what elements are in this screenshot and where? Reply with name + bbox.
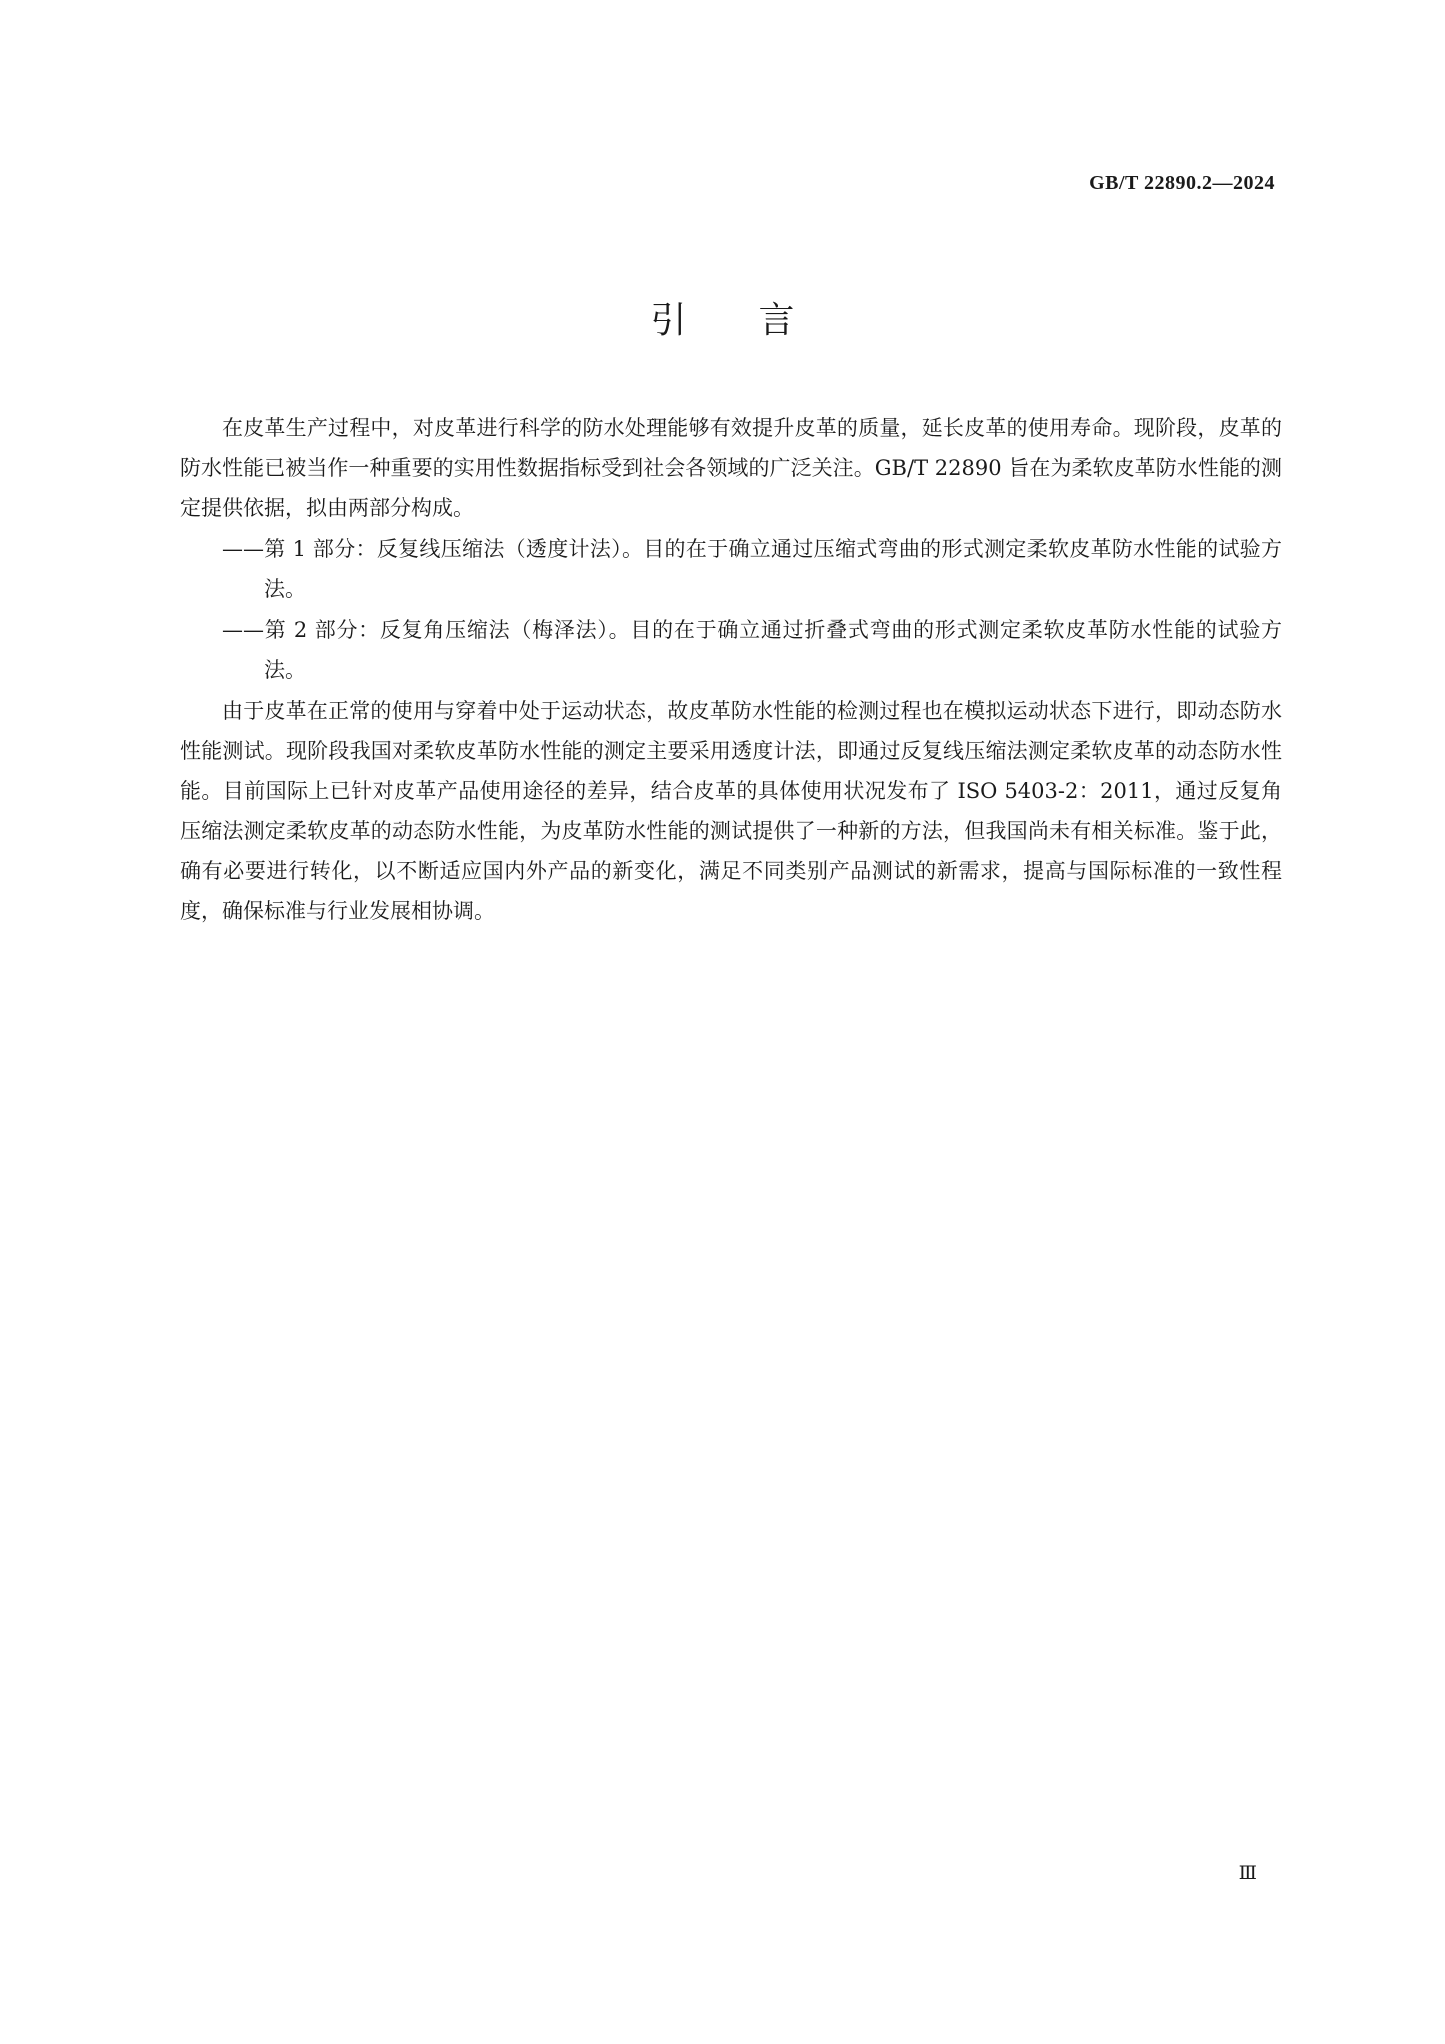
part-2-item: ——第 2 部分：反复角压缩法（梅泽法）。目的在于确立通过折叠式弯曲的形式测定柔软皮革防水性能的试验方法。	[222, 618, 1282, 682]
page-number: Ⅲ	[1238, 1863, 1257, 1884]
part-1-item: ——第 1 部分：反复线压缩法（透度计法）。目的在于确立通过压缩式弯曲的形式测定柔软皮革防水性能的试验方法。	[222, 537, 1282, 601]
background-paragraph: 由于皮革在正常的使用与穿着中处于运动状态，故皮革防水性能的检测过程也在模拟运动状态下进行，即动态防水性能测试。现阶段我国对柔软皮革防水性能的测定主要采用透度计法，即通过反复线压缩法测定柔软皮革的动态防水性能。目前国际上已针对皮革产品使用途径的差异，结合皮革的具体使用状况发布了 ISO 5403-2：2011，通过反复角压缩法测定柔软皮革的动态防水性能，为皮革防水性能的测试提供了一种新的方法，但我国尚未有相关标准。鉴于此，确有必要进行转化，以不断适应国内外产品的新变化，满足不同类别产品测试的新需求，提高与国际标准的一致性程度，确保标准与行业发展相协调。	[180, 699, 1282, 923]
standard-code: GB/T 22890.2—2024	[1089, 172, 1275, 194]
intro-paragraph: 在皮革生产过程中，对皮革进行科学的防水处理能够有效提升皮革的质量，延长皮革的使用寿命。现阶段，皮革的防水性能已被当作一种重要的实用性数据指标受到社会各领域的广泛关注。GB/T 22890 旨在为柔软皮革防水性能的测定提供依据，拟由两部分构成。	[180, 416, 1282, 520]
introduction-body	[180, 408, 1282, 932]
page-title: 引言	[650, 300, 867, 341]
